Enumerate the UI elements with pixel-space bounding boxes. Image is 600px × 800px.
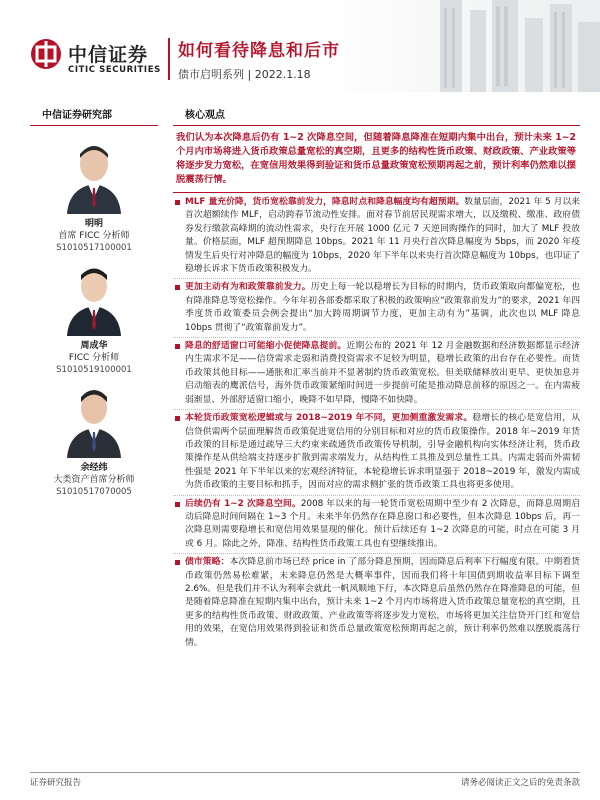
key-point-text: 2008 年以来的每一轮货币宽松周期中至少有 2 次降息，而降息周期启动后降息时间间隔在 1~3 个月。未来半年仍然存在降息窗口和必要性，但本次降息 10bps 后，再一次降息则需要稳增长和宽信用效果显现的催化。预计后续还有 1~2 次降息的可能，时点在可能 3 月或 6 月。除此之外，降准、结构性货币政策工具也有望继续推出。 [185,498,580,549]
analyst-license-id: S1010517070005 [56,487,132,497]
report-title: 如何看待降息和后市 [178,41,340,61]
key-point-lead: 降息的舒适窗口可能缩小促使降息提前。 [185,341,347,352]
analyst-license-id: S1010519100001 [56,365,132,375]
list-item [173,556,580,652]
research-dept-heading: 中信证券研究部 [30,100,158,126]
key-point-lead: 后续仍有 1~2 次降息空间。 [185,498,301,509]
analyst-photo-avatar [59,134,129,214]
building-skyline-graphic [320,0,600,92]
page-footer [30,772,580,792]
key-point-text: 稳增长的核心是宽信用，从信贷供需两个层面理解货币政策促进宽信用的分别目标和对应的货币政策操作。2018 年~2019 年货币政策的目标是通过疏导三大约束来疏通货币政策传导机制，引导金融机构向实体经济让利，货币政策操作是从供给端支持逐步扩散到需求端发力，从结构性工具推及到总量性工具。内需走弱而外需韧性强是 2021 年下半年以来的宏观经济特征，本轮稳增长诉求明显强于 2018~2019 年，激发内需成为货币政策的主要目标和抓手，因而对应的需求侧扩张的货币政策工具也将更多使用。 [185,413,580,491]
analyst-name: 明明 [84,219,103,229]
citic-securities-logo [30,38,170,82]
key-point-lead: MLF 量充价降，货币宽松靠前发力，降息时点和降息幅度均有超预期。 [185,197,465,207]
analyst-card [30,256,158,376]
key-point-lead: 本轮货币政策宽松逻辑或与 2018~2019 年不同，更加侧重激发需求。 [185,413,473,424]
analyst-photo-avatar [59,378,129,458]
list-item [173,281,580,338]
analyst-name: 余经纬 [80,463,108,473]
list-item [173,412,580,495]
analyst-sidebar [30,100,158,126]
analyst-title: 大类资产首席分析师 [53,475,135,485]
report-header [0,0,600,92]
core-summary: 我们认为本次降息后仍有 1~2 次降息空间，但随着降息降准在短期内集中出台，预计未来 1~2 个月内市场将进入货币政策总量宽松的真空期，且更多的结构性货币政策、财政政策、产业政策等将逐步发力宽松，在宽信用效果得到验证和货币总量政策宽松预期再起之前，预计利率仍然难以摆脱震荡行情。 [176,132,576,185]
key-point-text: 本次降息前市场已经 price in 了部分降息预期，因而降息后利率下行幅度有限。中期看货币政策仍然易松难紧，未来降息仍然是大概率事件，因而我们将十年国债到期收益率目标下调至 2.6%。但是我们并不认为利率会就此一帆风顺地下行，本次降息后虽然仍然存在降准降息的可能，但是随着降息降准在短期内集中出台，预计未来 1~2 个月内市场将进入货币政策总量宽松的真空期，且更多的结构性货币政策、财政政策、产业政策等将逐步发力宽松，市场将更加关注信贷开门红和宽信用的效果，在宽信用效果得到验证和货币总量政策宽松预期再起之前，预计利率仍然难以摆脱震荡行情。 [185,557,580,648]
list-item [173,196,580,279]
analyst-license-id: S1010517100001 [56,243,132,253]
analyst-card [30,378,158,498]
footer-report-type: 证券研究报告 [30,778,82,788]
logo-text-cn: 中信证券 [68,44,149,66]
key-point-text: 数量层面，2021 年 5 月以来首次超额续作 MLF，启动跨春节流动性安排。面对春节前居民现需求增大，以及缴税、缴准、政府债券发行缴款高峰期的流动性需求，央行在开展 1000 亿元 7 天逆回购操作的同时，加大了 MLF 投放量。价格层面，MLF 超预期降息 10bps。2021 年 11 月央行首次降息幅度为 5bps，而 2020 年疫情发生后央行对冲降息的幅度为 10bps，2020 年下半年以来央行首次降息幅度为 10bps，也印证了稳增长诉求下货币政策积极发力。 [185,197,581,275]
key-points-list [173,196,580,654]
analyst-card [30,134,158,254]
logo-text-en: CITIC SECURITIES [68,65,161,75]
header-divider [168,38,170,80]
key-point-lead: 债市策略： [185,557,230,568]
analyst-name: 周成华 [80,341,108,351]
summary-divider [173,192,580,193]
list-item [173,498,580,555]
citic-logo-icon [30,38,62,70]
report-subtitle: 债市启明系列 | 2022.1.18 [178,68,311,81]
key-point-lead: 更加主动有为和政策靠前发力。 [185,282,311,293]
core-views-column [173,100,580,126]
analyst-title: 首席 FICC 分析师 [58,231,130,241]
analyst-title: FICC 分析师 [68,353,120,363]
key-point-text: 近期公布的 2021 年 12 月金融数据和经济数据都显示经济内生需求不足——信贷需求走弱和消费投资需求不足较为明显，稳增长政策的出台存在必要性。而货币政策其他目标——通胀和汇率当前并不显著制约货币政策宽松。但美联储释放出更早、更快加息并启动缩表的鹰派信号，海外货币政策紧缩时间进一步提前可能是推动降息前移的原因之一。在内需疲弱渐显、外部舒适窗口缩小，晚降不如早降，慢降不如快降。 [185,341,580,405]
footer-disclaimer: 请务必阅读正文之后的免责条款 [460,778,580,788]
analyst-photo-avatar [59,256,129,336]
list-item [173,340,580,410]
core-views-heading: 核心观点 [173,100,580,126]
key-point-text: 历史上每一轮以稳增长为目标的时期内，货币政策取向都偏宽松，也有降准降息等宽松操作。今年年初各部委都采取了积极的政策响应“政策靠前发力”的要求，2021 年四季度货币政策委员会例会提出“加大跨周期调节力度，更加主动有为”基调，此次也以 MLF 降息 10bps 贯彻了“政策靠前发力”。 [185,282,580,333]
